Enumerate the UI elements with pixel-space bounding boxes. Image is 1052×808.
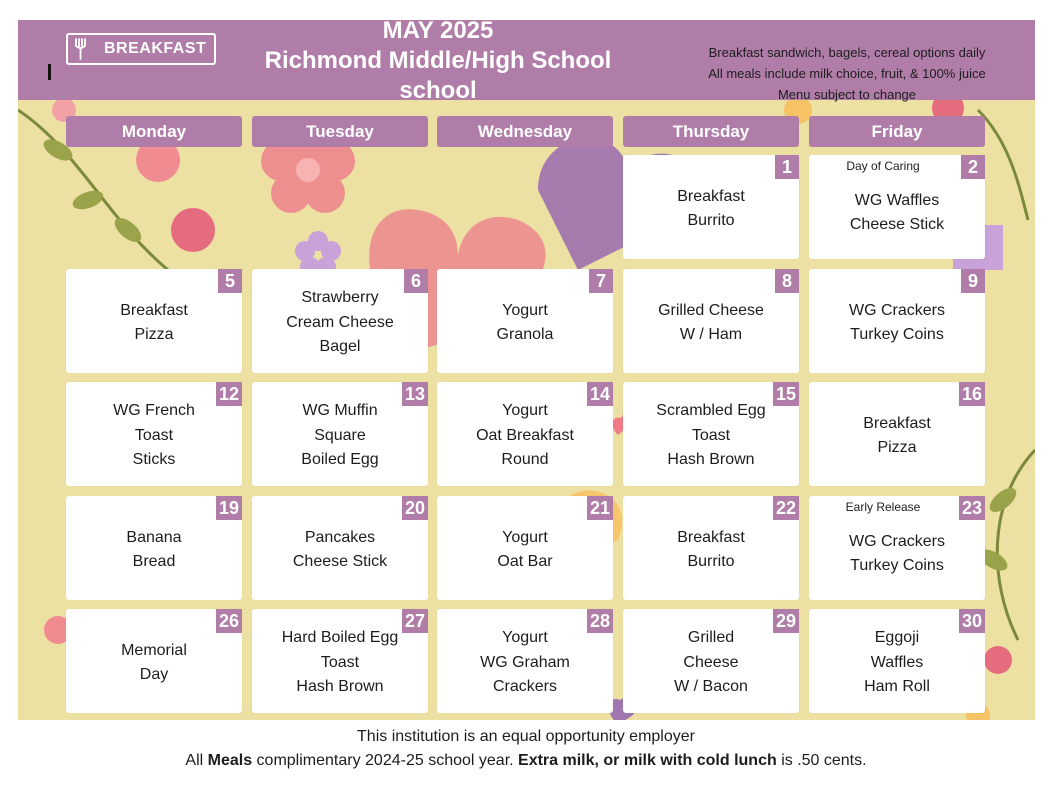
menu-item: WG Crackers bbox=[849, 532, 945, 550]
menu-item: W / Bacon bbox=[674, 678, 748, 696]
menu-item: WG Waffles bbox=[854, 191, 940, 209]
calendar-day-cell bbox=[66, 382, 242, 486]
calendar-day-cell bbox=[66, 496, 242, 600]
calendar-day-cell bbox=[623, 155, 799, 259]
menu-item: Hard Boiled Egg bbox=[281, 629, 399, 647]
menu-item: Square bbox=[314, 426, 366, 444]
menu-item: Grilled bbox=[687, 629, 735, 647]
info-line: Menu subject to change bbox=[777, 87, 917, 102]
calendar-day-cell bbox=[252, 496, 428, 600]
menu-item: Yogurt bbox=[502, 402, 548, 420]
day-number: 20 bbox=[402, 496, 428, 520]
info-line: All meals include milk choice, fruit, & 100% juice bbox=[708, 66, 986, 81]
menu-item: Pancakes bbox=[304, 528, 376, 546]
menu-item: Turkey Coins bbox=[850, 557, 944, 574]
menu-item: Hash Brown bbox=[667, 451, 755, 469]
menu-info bbox=[672, 42, 1022, 105]
menu-item: Boiled Egg bbox=[301, 451, 379, 469]
menu-items bbox=[480, 626, 570, 700]
menu-item: WG French bbox=[113, 402, 195, 420]
menu-items bbox=[849, 530, 945, 579]
day-number: 22 bbox=[773, 496, 799, 520]
menu-item: Yogurt bbox=[502, 528, 548, 546]
menu-items bbox=[126, 526, 181, 575]
calendar-day-cell bbox=[66, 609, 242, 713]
calendar-day-cell bbox=[809, 269, 985, 373]
day-number: 5 bbox=[218, 269, 242, 293]
menu-items bbox=[286, 286, 394, 360]
day-number: 19 bbox=[216, 496, 242, 520]
day-number: 30 bbox=[959, 609, 985, 633]
day-number: 14 bbox=[587, 382, 613, 406]
menu-items bbox=[476, 399, 574, 473]
menu-item: Waffles bbox=[870, 653, 924, 671]
day-number: 16 bbox=[959, 382, 985, 406]
footer-text: complimentary 2024-25 school year. bbox=[252, 752, 519, 769]
menu-item: WG Graham bbox=[480, 653, 570, 671]
menu-items bbox=[677, 185, 745, 234]
menu-item: Oat Breakfast bbox=[476, 426, 574, 444]
menu-items bbox=[674, 626, 748, 700]
text-cursor bbox=[48, 64, 51, 80]
menu-items bbox=[850, 189, 944, 238]
menu-item: Cheese Stick bbox=[292, 553, 388, 570]
day-number: 27 bbox=[402, 609, 428, 633]
footer-text: is .50 cents. bbox=[776, 752, 867, 769]
calendar-day-cell bbox=[252, 382, 428, 486]
menu-items bbox=[121, 639, 187, 688]
calendar-day-cell bbox=[437, 269, 613, 373]
day-number: 2 bbox=[961, 155, 985, 179]
menu-items bbox=[293, 526, 387, 575]
day-number: 29 bbox=[773, 609, 799, 633]
calendar-day-cell bbox=[437, 382, 613, 486]
day-note: Early Release bbox=[845, 500, 921, 514]
title-school-suffix: school bbox=[399, 77, 477, 104]
menu-item: Toast bbox=[320, 653, 360, 671]
menu-item: Crackers bbox=[492, 678, 557, 696]
menu-items bbox=[282, 626, 399, 700]
day-number: 7 bbox=[589, 269, 613, 293]
menu-item: Toast bbox=[691, 426, 731, 444]
menu-items bbox=[113, 399, 195, 473]
calendar-day-cell bbox=[809, 496, 985, 600]
menu-item: WG Muffin bbox=[302, 402, 378, 420]
menu-item: Yogurt bbox=[502, 301, 548, 319]
menu-item: Eggoji bbox=[874, 629, 920, 647]
day-number: 26 bbox=[216, 609, 242, 633]
menu-item: Breakfast bbox=[677, 528, 745, 546]
menu-item: Cheese Stick bbox=[849, 216, 945, 233]
menu-item: Pizza bbox=[877, 439, 917, 456]
calendar-day-cell bbox=[809, 609, 985, 713]
menu-items bbox=[864, 626, 930, 700]
menu-item: Oat Bar bbox=[497, 553, 553, 570]
menu-item: Burrito bbox=[687, 553, 735, 570]
menu-item: Sticks bbox=[132, 451, 176, 469]
menu-item: Scrambled Egg bbox=[656, 402, 766, 420]
info-line: Breakfast sandwich, bagels, cereal options daily bbox=[708, 45, 986, 60]
menu-item: Cream Cheese bbox=[286, 313, 394, 331]
footer-pricing bbox=[0, 752, 1052, 770]
day-header-thursday: Thursday bbox=[623, 116, 799, 147]
day-note: Day of Caring bbox=[846, 159, 920, 173]
breakfast-logo bbox=[66, 33, 216, 65]
page-title bbox=[210, 16, 666, 106]
day-number: 28 bbox=[587, 609, 613, 633]
footer-bold: Meals bbox=[207, 752, 253, 769]
menu-items bbox=[656, 399, 765, 473]
menu-item: Breakfast bbox=[120, 301, 188, 319]
menu-item: Cheese bbox=[683, 653, 739, 671]
calendar-day-cell bbox=[809, 382, 985, 486]
logo-label: BREAKFAST bbox=[104, 40, 207, 57]
day-header-wednesday: Wednesday bbox=[437, 116, 613, 147]
day-number: 12 bbox=[216, 382, 242, 406]
calendar-day-cell bbox=[623, 496, 799, 600]
calendar-day-cell bbox=[66, 269, 242, 373]
menu-items bbox=[863, 412, 931, 461]
menu-item: W / Ham bbox=[679, 326, 743, 343]
day-number: 21 bbox=[587, 496, 613, 520]
menu-item: Grilled Cheese bbox=[658, 301, 764, 319]
menu-items bbox=[658, 299, 764, 348]
footer-equal-opportunity: This institution is an equal opportunity employer bbox=[357, 728, 695, 745]
menu-item: Bread bbox=[132, 553, 176, 570]
menu-item: Banana bbox=[126, 528, 182, 546]
calendar-day-cell bbox=[809, 155, 985, 259]
day-number: 13 bbox=[402, 382, 428, 406]
menu-items bbox=[120, 299, 188, 348]
menu-item: Pizza bbox=[134, 326, 174, 343]
menu-item: Breakfast bbox=[677, 187, 745, 205]
menu-items bbox=[497, 299, 554, 348]
menu-items bbox=[849, 299, 945, 348]
menu-items bbox=[497, 526, 552, 575]
menu-items bbox=[677, 526, 745, 575]
menu-item: Ham Roll bbox=[864, 678, 930, 696]
day-number: 8 bbox=[775, 269, 799, 293]
menu-item: Yogurt bbox=[502, 629, 548, 647]
menu-items bbox=[301, 399, 378, 473]
calendar-day-cell bbox=[437, 609, 613, 713]
menu-item: Strawberry bbox=[301, 289, 379, 307]
menu-item: Day bbox=[139, 666, 169, 683]
footer-bold: Extra milk, or milk with cold lunch bbox=[518, 752, 777, 769]
calendar-day-cell bbox=[623, 382, 799, 486]
day-header-monday: Monday bbox=[66, 116, 242, 147]
calendar-day-cell bbox=[623, 269, 799, 373]
menu-item: WG Crackers bbox=[849, 301, 945, 319]
day-number: 6 bbox=[404, 269, 428, 293]
calendar-day-cell bbox=[623, 609, 799, 713]
day-header-tuesday: Tuesday bbox=[252, 116, 428, 147]
calendar-day-cell bbox=[252, 609, 428, 713]
fork-icon bbox=[68, 35, 94, 63]
title-school: Richmond Middle/High School bbox=[264, 47, 612, 74]
title-month: MAY 2025 bbox=[382, 17, 494, 44]
day-header-friday: Friday bbox=[809, 116, 985, 147]
menu-item: Breakfast bbox=[863, 414, 931, 432]
menu-item: Turkey Coins bbox=[850, 326, 944, 343]
day-number: 9 bbox=[961, 269, 985, 293]
menu-item: Toast bbox=[134, 426, 174, 444]
day-number: 23 bbox=[959, 496, 985, 520]
menu-item: Bagel bbox=[319, 338, 361, 356]
footer-text: All bbox=[185, 752, 208, 769]
day-number: 1 bbox=[775, 155, 799, 179]
calendar-day-cell bbox=[437, 496, 613, 600]
menu-item: Hash Brown bbox=[296, 678, 384, 696]
menu-item: Burrito bbox=[687, 212, 735, 229]
menu-item: Memorial bbox=[121, 641, 187, 659]
day-number: 15 bbox=[773, 382, 799, 406]
menu-item: Round bbox=[501, 451, 549, 469]
menu-item: Granola bbox=[496, 326, 554, 343]
calendar-day-cell bbox=[252, 269, 428, 373]
